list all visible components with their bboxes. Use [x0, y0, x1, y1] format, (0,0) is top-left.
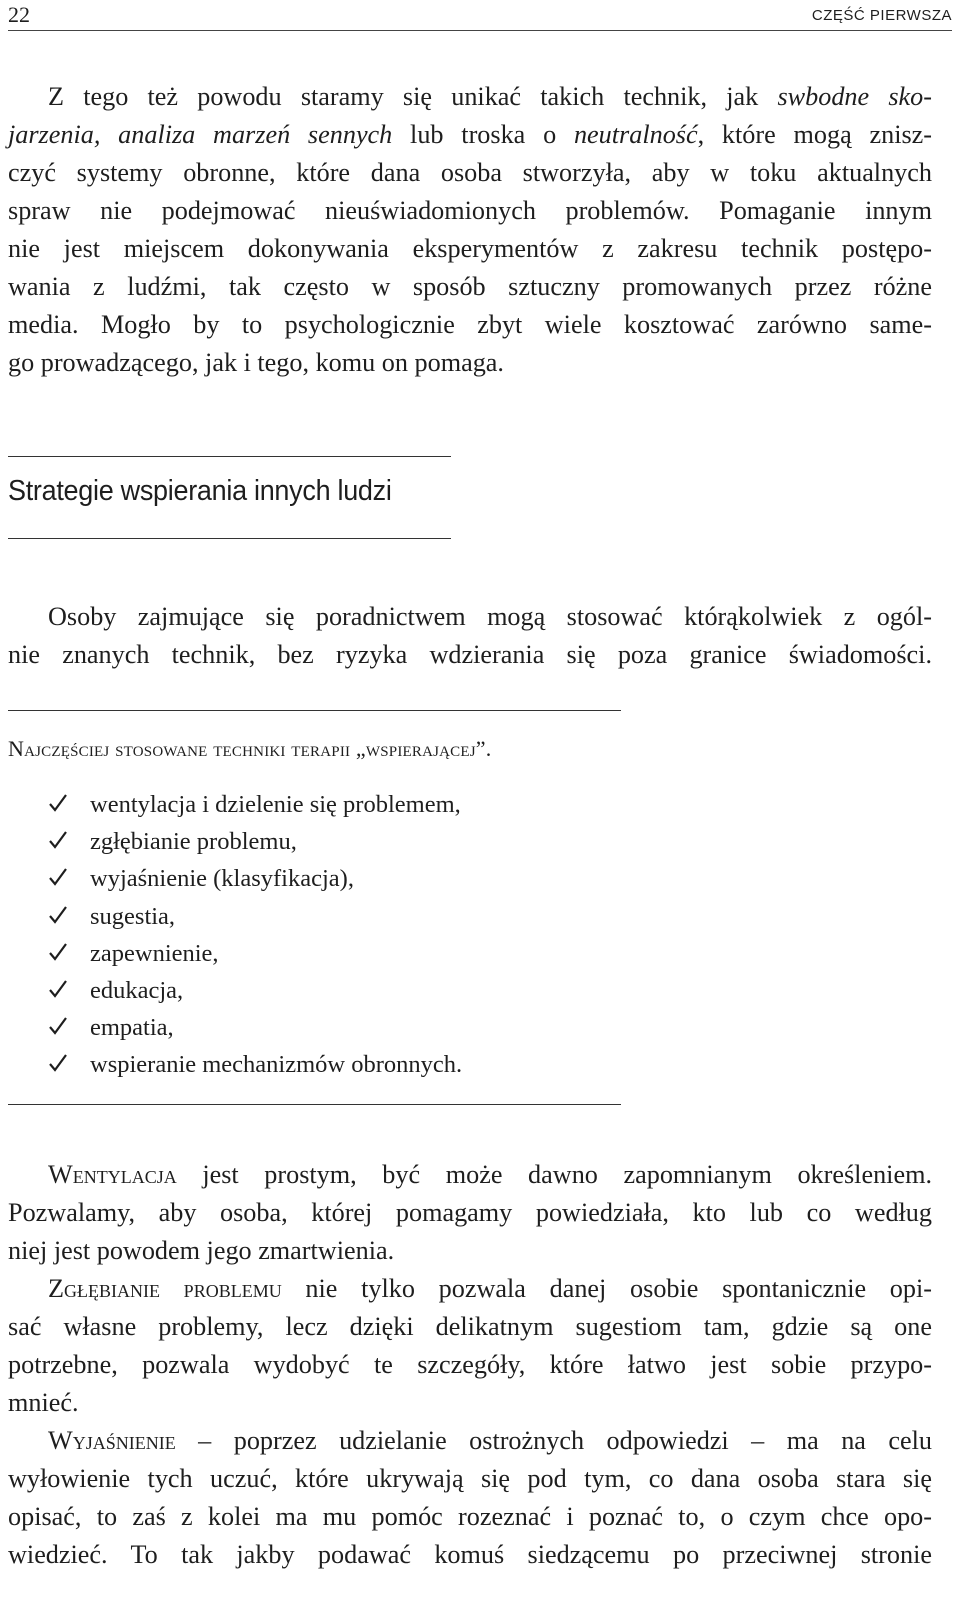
list-item [48, 972, 462, 1009]
list-item [48, 898, 462, 935]
italic-term: jarzenia, analiza marzeń sennych [8, 120, 393, 149]
list-item-label: sugestia, [90, 902, 176, 930]
list-item-label: edukacja, [90, 977, 184, 1005]
text-line: wiedzieć. To tak jakby podawać komuś siedzącemu po przeciwnej stronie [8, 1540, 932, 1569]
section-heading: Strategie wspierania innych ludzi [8, 475, 392, 507]
text-run: lub troska o [392, 120, 574, 149]
definition-term: Zgłębianie problemu [48, 1274, 282, 1303]
text-line: mnieć. [8, 1388, 79, 1417]
text-line: opisać, to zaś z kolei ma mu pomóc rozeznać i poznać to, o czym chce opo- [8, 1502, 932, 1531]
list-item-label: zgłębianie problemu, [90, 828, 297, 856]
list-item-label: zapewnienie, [90, 939, 219, 967]
checkmark-icon [48, 867, 68, 887]
text-line [8, 116, 932, 154]
heading-rule-bottom [8, 538, 451, 539]
list-item [48, 1046, 462, 1083]
text-line: wania z ludźmi, tak często w sposób sztuczny promowanych przez różne [8, 272, 932, 301]
list-item-label: wspieranie mechanizmów obronnych. [90, 1051, 463, 1079]
text-line [8, 78, 932, 116]
checkmark-icon [48, 1016, 68, 1036]
text-run: Z tego też powodu staramy się unikać takich technik, jak [48, 82, 778, 111]
list-item [48, 1009, 462, 1046]
italic-term: swbodne sko- [777, 82, 932, 111]
text-line: czyć systemy obronne, które dana osoba stworzyła, aby w toku aktualnych [8, 158, 932, 187]
list-item [48, 935, 462, 972]
text-run: – poprzez udzielanie ostrożnych odpowiedzi – ma na celu [175, 1426, 932, 1455]
list-item [48, 786, 462, 823]
list-item [48, 823, 462, 860]
page-number: 22 [8, 2, 30, 27]
text-line: nie jest miejscem dokonywania eksperymentów z zakresu technik postępo- [8, 234, 932, 263]
text-line: Osoby zajmujące się poradnictwem mogą stosować którąkolwiek z ogól- [48, 602, 932, 631]
list-item-label: wyjaśnienie (klasyfikacja), [90, 865, 354, 893]
heading-rule-top [8, 456, 451, 457]
checkmark-icon [48, 793, 68, 813]
text-line: spraw nie podejmować nieuświadomionych problemów. Pomaganie innym [8, 196, 932, 225]
definition-term: Wyjaśnienie [48, 1426, 176, 1455]
checkmark-icon [48, 942, 68, 962]
text-line: potrzebne, pozwala wydobyć te szczegóły, które łatwo jest sobie przypo- [8, 1350, 932, 1379]
list-item-label: wentylacja i dzielenie się problemem, [90, 791, 461, 818]
text-run: jest prostym, być może dawno zapomnianym określeniem. [176, 1160, 932, 1189]
text-run: , które mogą znisz- [697, 120, 933, 149]
box-rule-bottom [8, 1104, 621, 1105]
intro-paragraph [8, 78, 932, 382]
checkmark-icon [48, 1053, 68, 1073]
text-run: nie tylko pozwala danej osobie spontanicznie opi- [281, 1274, 932, 1303]
text-line: nie znanych technik, bez ryzyka wdzierania się poza granice świadomości. [8, 640, 932, 669]
definitions [8, 1156, 932, 1574]
text-line [8, 1270, 932, 1308]
running-head: CZĘŚĆ PIERWSZA [811, 7, 952, 24]
techniques-box-title: Najczęściej stosowane techniki terapii „wspierającej”. [8, 736, 492, 761]
list-item-label: empatia, [90, 1014, 174, 1042]
section-paragraph [8, 598, 932, 674]
list-item [48, 860, 462, 897]
text-line [8, 1422, 932, 1460]
checkmark-icon [48, 905, 68, 925]
text-line: go prowadzącego, jak i tego, komu on pomaga. [8, 348, 504, 377]
techniques-list [48, 786, 462, 1084]
text-line [8, 1156, 932, 1194]
text-line: sać własne problemy, lecz dzięki delikatnym sugestiom tam, gdzie są one [8, 1312, 932, 1341]
italic-term: neutralność [573, 120, 698, 149]
text-line: niej jest powodem jego zmartwienia. [8, 1236, 395, 1265]
definition-term: Wentylacja [48, 1160, 177, 1189]
text-line: wyłowienie tych uczuć, które ukrywają się pod tym, co dana osoba stara się [8, 1464, 932, 1493]
box-rule-top [8, 710, 621, 711]
text-line: media. Mogło by to psychologicznie zbyt wiele kosztować zarówno same- [8, 310, 932, 339]
checkmark-icon [48, 830, 68, 850]
checkmark-icon [48, 979, 68, 999]
page-header [8, 0, 952, 31]
text-line: Pozwalamy, aby osoba, której pomagamy powiedziała, kto lub co według [8, 1198, 932, 1227]
